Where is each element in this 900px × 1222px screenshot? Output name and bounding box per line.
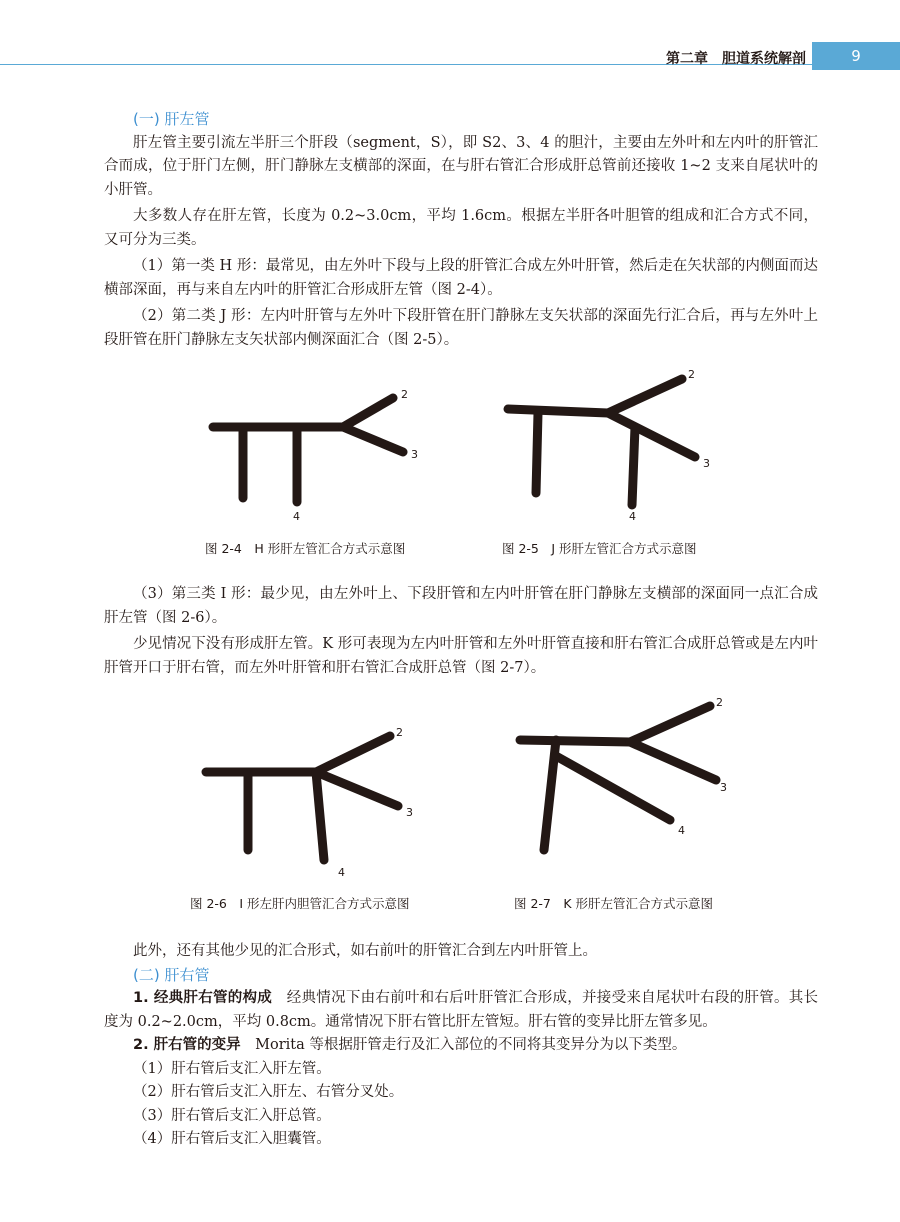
duct-label-3: 3 <box>703 457 710 470</box>
duct-label-2: 2 <box>688 368 695 381</box>
figure-2-5-j-type <box>500 365 730 523</box>
figure-caption: 图 2-5 J 形肝左管汇合方式示意图 <box>502 541 697 556</box>
section-right-hepatic-duct <box>104 940 818 1152</box>
duct-label-4: 4 <box>678 824 685 837</box>
item-body: Morita 等根据肝管走行及汇入部位的不同将其变异分为以下类型。 <box>240 1037 687 1053</box>
list-item: （4）肝右管后支汇入胆囊管。 <box>133 1131 331 1147</box>
running-header-chapter: 第二章 胆道系统解剖 <box>666 51 806 67</box>
duct-diagram <box>500 365 730 520</box>
figure-2-7-k-type <box>512 690 742 860</box>
page-number: 9 <box>812 42 900 70</box>
duct-diagram <box>198 722 428 877</box>
duct-label-3: 3 <box>720 781 727 794</box>
list-item: （2）肝右管后支汇入肝左、右管分叉处。 <box>133 1084 404 1100</box>
paragraph: 大多数人存在肝左管，长度为 0.2~3.0cm，平均 1.6cm。根据左半肝各叶胆管的组成和汇合方式不同，又可分为三类。 <box>104 208 818 248</box>
section-title: (二) 肝右管 <box>133 965 210 984</box>
duct-label-3: 3 <box>406 806 413 819</box>
list-item: （3）肝右管后支汇入肝总管。 <box>133 1107 331 1124</box>
text-block <box>104 583 818 680</box>
duct-label-3: 3 <box>411 448 418 461</box>
duct-label-2: 2 <box>396 726 403 739</box>
figure-caption: 图 2-7 K 形肝左管汇合方式示意图 <box>514 896 714 911</box>
duct-diagram <box>205 380 435 520</box>
duct-label-4: 4 <box>629 510 636 523</box>
figure-2-4-h-type <box>205 380 435 523</box>
duct-diagram <box>512 690 742 860</box>
paragraph: 少见情况下没有形成肝左管。K 形可表现为左内叶肝管和左外叶肝管直接和肝右管汇合成肝总管或是左内叶肝管开口于肝右管，而左外叶肝管和肝右管汇合成肝总管（图 2-7）。 <box>104 636 818 676</box>
paragraph: （3）第三类 I 形：最少见，由左外叶上、下段肝管和左内叶肝管在肝门静脉左支横部的深面同一点汇合成肝左管（图 2-6）。 <box>104 586 818 626</box>
section-left-hepatic-duct <box>104 108 818 352</box>
list-item: （1）肝右管后支汇入肝左管。 <box>133 1060 331 1077</box>
paragraph: （1）第一类 H 形：最常见，由左外叶下段与上段的肝管汇合成左外叶肝管，然后走在矢状部的内侧面而达横部深面，再与来自左内叶的肝管汇合形成肝左管（图 2-4）。 <box>104 258 818 298</box>
paragraph: （2）第二类 J 形：左内叶肝管与左外叶下段肝管在肝门静脉左支矢状部的深面先行汇合后，再与左外叶上段肝管在肝门静脉左支矢状部内侧深面汇合（图 2-5）。 <box>104 308 818 348</box>
paragraph: 此外，还有其他少见的汇合形式，如右前叶的肝管汇合到左内叶肝管上。 <box>133 943 597 959</box>
paragraph <box>104 1034 818 1058</box>
paragraph <box>104 987 818 1034</box>
duct-label-4: 4 <box>293 510 300 523</box>
duct-label-2: 2 <box>401 388 408 401</box>
item-heading: 2. 肝右管的变异 <box>133 1037 241 1053</box>
figure-caption: 图 2-4 H 形肝左管汇合方式示意图 <box>205 541 406 556</box>
figure-2-6-i-type <box>198 722 428 877</box>
item-body: 经典情况下由右前叶和右后叶肝管汇合形成，并接受来自尾状叶右段的肝管。其长度为 0.2~2.0cm，平均 0.8cm。通常情况下肝右管比肝左管短。肝右管的变异比肝左管多见。 <box>104 990 818 1030</box>
figure-caption: 图 2-6 I 形左肝内胆管汇合方式示意图 <box>190 896 410 911</box>
item-heading: 1. 经典肝右管的构成 <box>133 990 273 1006</box>
section-title: (一) 肝左管 <box>133 110 210 128</box>
paragraph: 肝左管主要引流左半肝三个肝段（segment，S），即 S2、3、4 的胆汁，主要由左外叶和左内叶的肝管汇合而成，位于肝门左侧，肝门静脉左支横部的深面，在与肝右管汇合形成肝总管前还接收 1~2 支来自尾状叶的小肝管。 <box>104 134 818 198</box>
duct-label-4: 4 <box>338 866 345 879</box>
duct-label-2: 2 <box>716 696 723 709</box>
